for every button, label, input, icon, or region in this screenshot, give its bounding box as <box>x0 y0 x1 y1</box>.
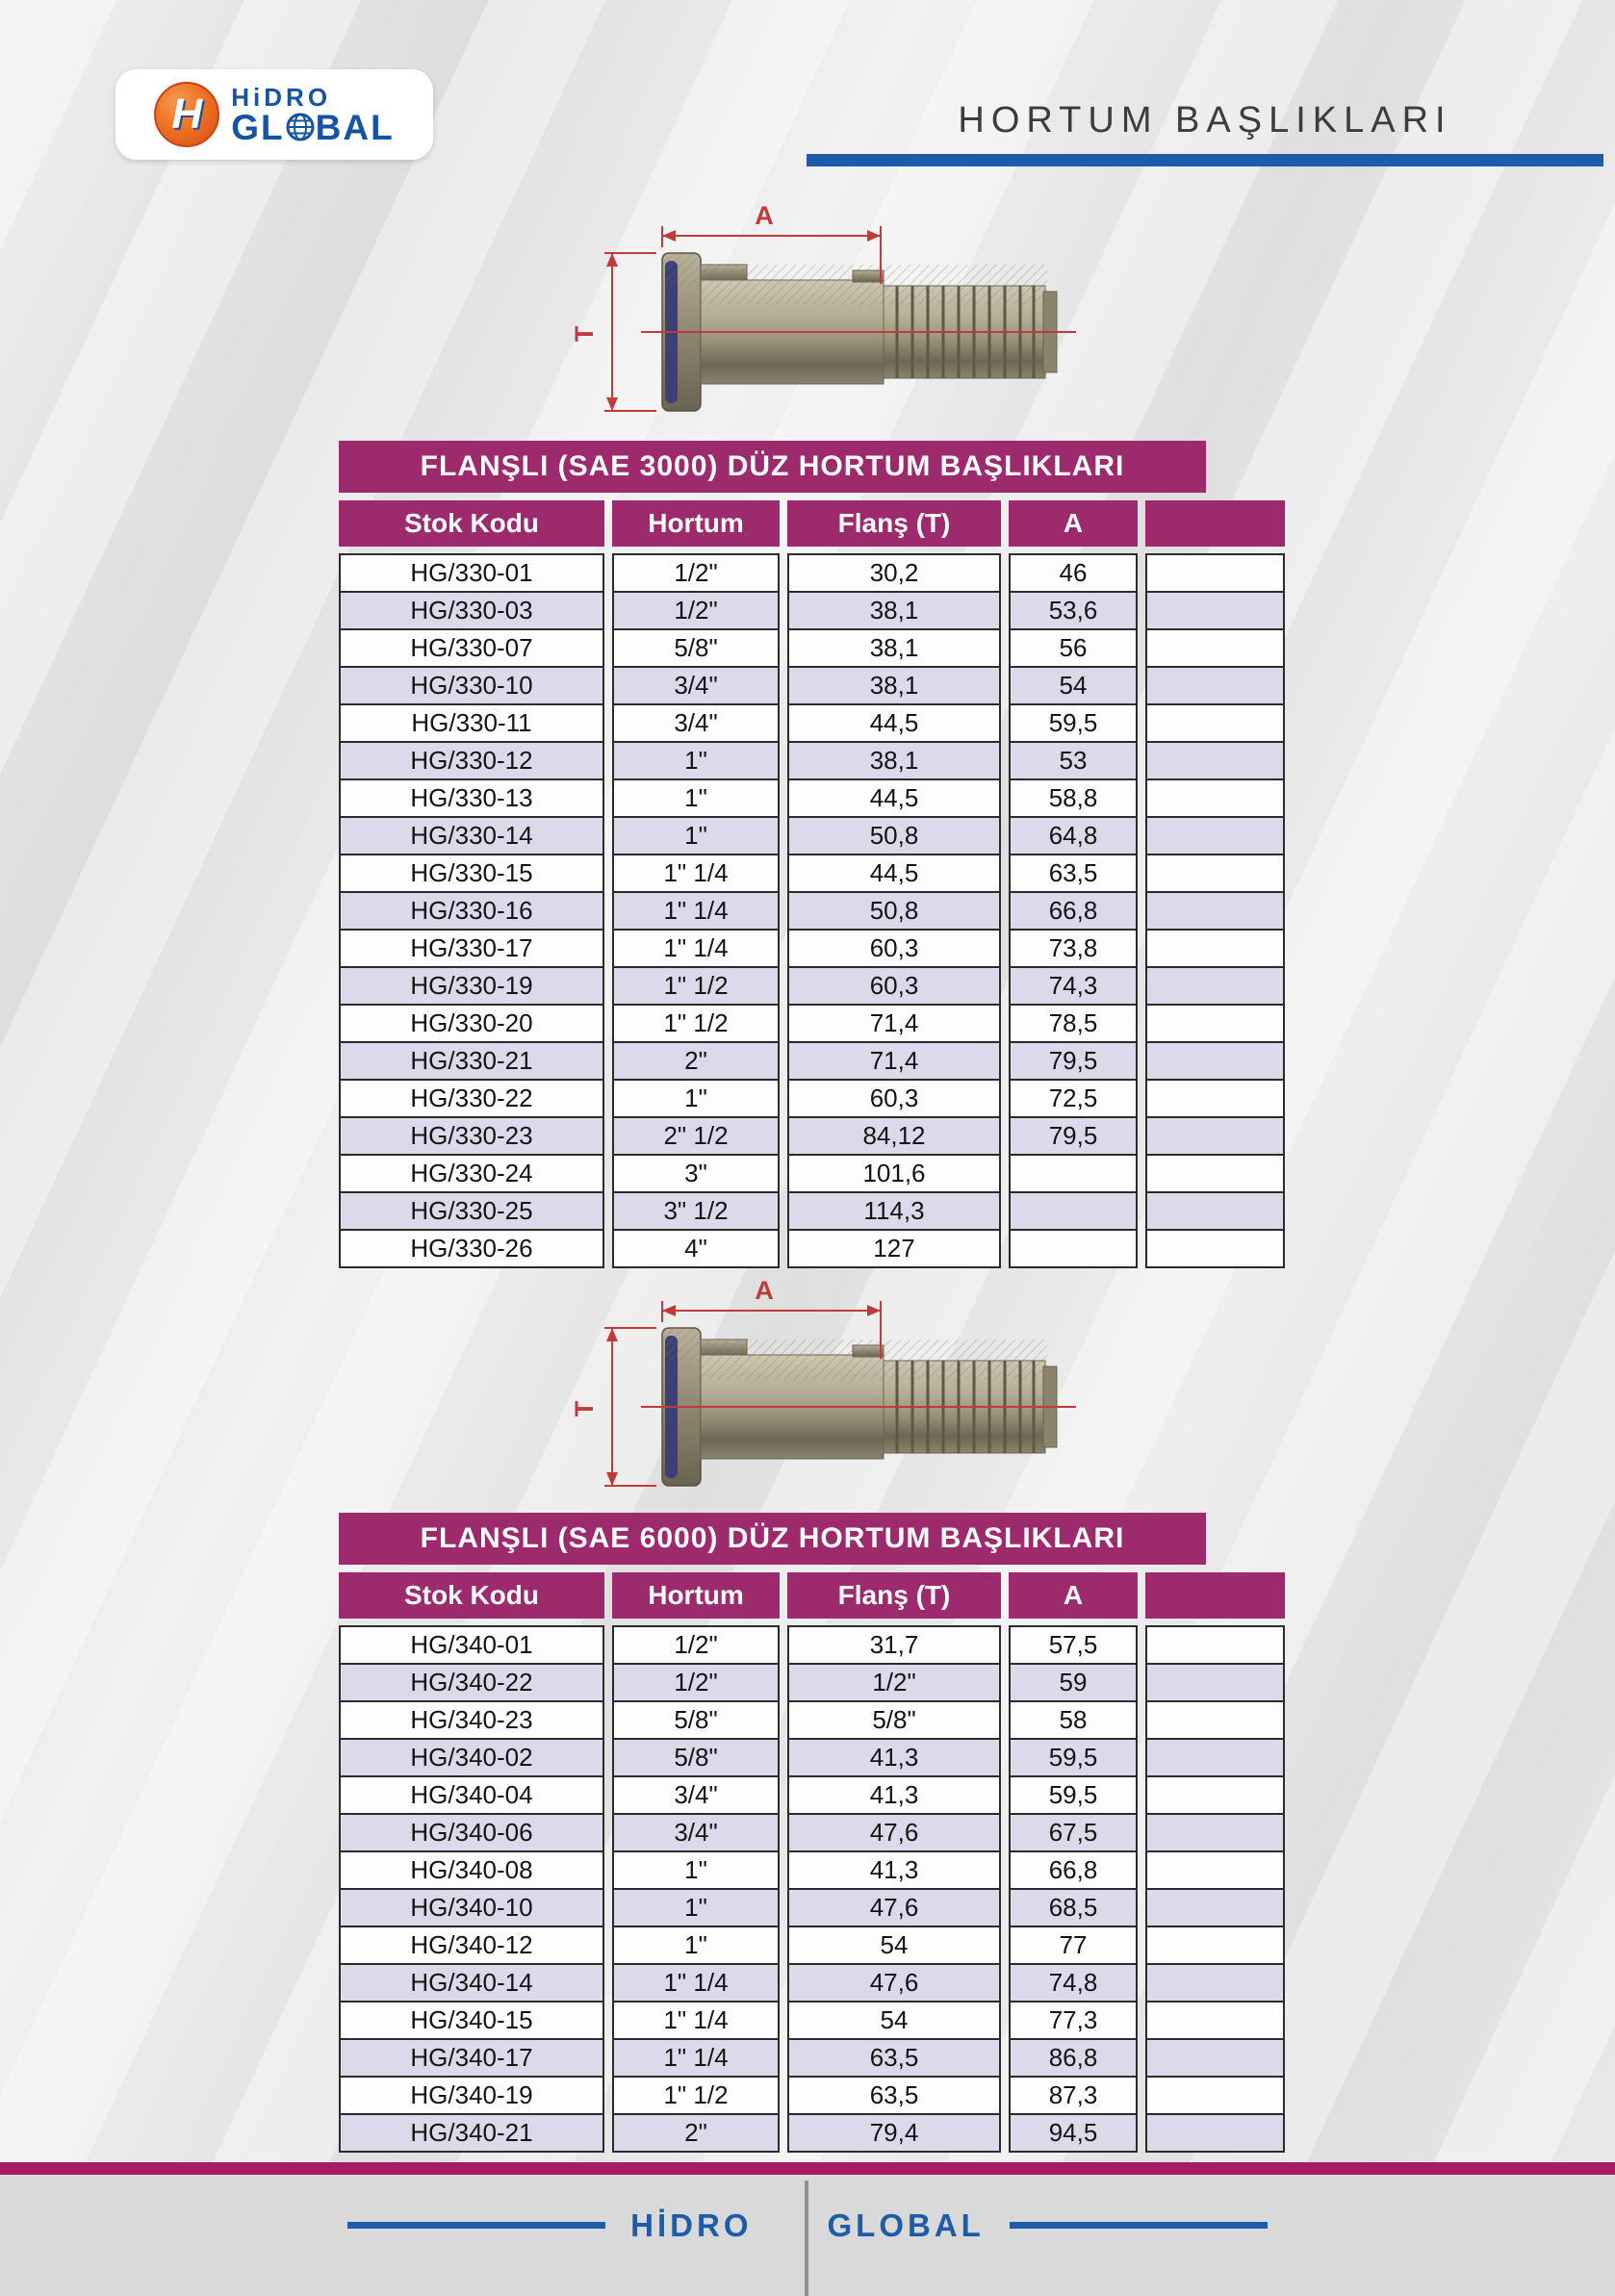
table-cell: 1" 1/4 <box>612 891 780 931</box>
table-cell <box>1145 741 1285 780</box>
table-cell <box>1145 1775 1285 1815</box>
table-cell <box>1145 2001 1285 2040</box>
table-cell: 84,12 <box>787 1116 1001 1156</box>
table-row <box>339 591 1285 630</box>
table-cell: 1" 1/4 <box>612 2001 780 2040</box>
table-cell: HG/330-25 <box>339 1191 604 1231</box>
table-cell: 79,5 <box>1009 1041 1138 1081</box>
table-row <box>339 1963 1285 2003</box>
table-cell: 60,3 <box>787 1079 1001 1118</box>
table-sae3000 <box>339 441 1285 1268</box>
table-cell: HG/330-24 <box>339 1154 604 1193</box>
table-row <box>339 1738 1285 1777</box>
table-cell <box>1145 1963 1285 2003</box>
table-cell: 41,3 <box>787 1775 1001 1815</box>
table-cell: HG/340-06 <box>339 1813 604 1852</box>
fitting-diagram-sae6000 <box>549 1272 1092 1508</box>
table-cell: 1" <box>612 778 780 818</box>
table-body <box>339 553 1285 1268</box>
table-cell: HG/340-01 <box>339 1625 604 1665</box>
table-title: FLANŞLI (SAE 6000) DÜZ HORTUM BAŞLIKLARI <box>339 1513 1206 1565</box>
table-cell: 5/8" <box>612 628 780 668</box>
table-row <box>339 741 1285 780</box>
table-cell <box>1145 553 1285 593</box>
table-cell <box>1145 1191 1285 1231</box>
table-row <box>339 553 1285 593</box>
table-cell: 1" <box>612 816 780 855</box>
table-cell <box>1145 1041 1285 1081</box>
table-cell <box>1145 1116 1285 1156</box>
table-row <box>339 816 1285 855</box>
column-header: A <box>1009 500 1138 547</box>
table-cell: 1/2" <box>612 591 780 630</box>
logo-monogram-letter: H <box>171 90 203 138</box>
logo-word-global-right: BAL <box>315 107 395 147</box>
table-cell: 3/4" <box>612 666 780 705</box>
table-cell <box>1145 929 1285 968</box>
table-row <box>339 1813 1285 1852</box>
table-cell: 1" 1/2 <box>612 2076 780 2115</box>
table-cell: 73,8 <box>1009 929 1138 968</box>
table-row <box>339 1700 1285 1740</box>
table-cell: HG/340-19 <box>339 2076 604 2115</box>
table-row <box>339 1191 1285 1231</box>
table-row <box>339 2113 1285 2153</box>
column-header <box>1145 500 1285 547</box>
table-header-row <box>339 1572 1285 1619</box>
table-cell: 71,4 <box>787 1004 1001 1043</box>
table-cell: HG/330-15 <box>339 854 604 893</box>
table-cell <box>1145 854 1285 893</box>
company-logo <box>115 69 433 160</box>
table-cell <box>1145 1738 1285 1777</box>
table-row <box>339 1116 1285 1156</box>
table-cell <box>1145 2038 1285 2078</box>
table-cell <box>1145 628 1285 668</box>
table-cell: 59 <box>1009 1663 1138 1702</box>
table-cell: 57,5 <box>1009 1625 1138 1665</box>
table-row <box>339 929 1285 968</box>
table-cell: 79,4 <box>787 2113 1001 2153</box>
table-cell: HG/330-01 <box>339 553 604 593</box>
table-body <box>339 1625 1285 2153</box>
table-cell: 50,8 <box>787 816 1001 855</box>
table-row <box>339 891 1285 931</box>
table-row <box>339 666 1285 705</box>
table-cell: HG/330-19 <box>339 966 604 1006</box>
table-row <box>339 1775 1285 1815</box>
table-cell: 94,5 <box>1009 2113 1138 2153</box>
table-cell: 50,8 <box>787 891 1001 931</box>
column-header: Flanş (T) <box>787 500 1001 547</box>
table-cell: 3" <box>612 1154 780 1193</box>
table-cell: HG/330-10 <box>339 666 604 705</box>
footer-left-dash <box>347 2222 605 2229</box>
table-cell <box>1009 1229 1138 1268</box>
table-cell: 5/8" <box>787 1700 1001 1740</box>
footer-brand-global: GLOBAL <box>827 2207 985 2243</box>
table-cell: HG/330-21 <box>339 1041 604 1081</box>
table-cell <box>1145 1079 1285 1118</box>
table-row <box>339 1625 1285 1665</box>
table-title: FLANŞLI (SAE 3000) DÜZ HORTUM BAŞLIKLARI <box>339 441 1206 493</box>
table-row <box>339 2038 1285 2078</box>
table-row <box>339 1041 1285 1081</box>
table-cell: HG/330-03 <box>339 591 604 630</box>
column-header: Flanş (T) <box>787 1572 1001 1619</box>
table-cell: 3" 1/2 <box>612 1191 780 1231</box>
column-header: A <box>1009 1572 1138 1619</box>
table-cell <box>1009 1154 1138 1193</box>
table-cell: 60,3 <box>787 966 1001 1006</box>
table-cell: 38,1 <box>787 591 1001 630</box>
table-cell: HG/340-08 <box>339 1850 604 1890</box>
table-cell: 2" 1/2 <box>612 1116 780 1156</box>
table-cell: 56 <box>1009 628 1138 668</box>
table-row <box>339 778 1285 818</box>
table-cell: HG/340-17 <box>339 2038 604 2078</box>
table-cell: 68,5 <box>1009 1888 1138 1927</box>
table-cell: 38,1 <box>787 666 1001 705</box>
table-cell: 63,5 <box>1009 854 1138 893</box>
table-cell: HG/330-12 <box>339 741 604 780</box>
table-cell: HG/330-14 <box>339 816 604 855</box>
table-cell: 67,5 <box>1009 1813 1138 1852</box>
table-cell: 59,5 <box>1009 1738 1138 1777</box>
logo-word-global-left: GL <box>231 107 285 147</box>
table-cell: 59,5 <box>1009 703 1138 743</box>
table-cell: 58,8 <box>1009 778 1138 818</box>
column-header: Stok Kodu <box>339 1572 604 1619</box>
table-row <box>339 1850 1285 1890</box>
table-cell <box>1145 1625 1285 1665</box>
logo-wordmark <box>231 82 395 147</box>
table-cell <box>1145 1663 1285 1702</box>
table-cell <box>1009 1191 1138 1231</box>
table-row <box>339 1154 1285 1193</box>
table-cell: 47,6 <box>787 1963 1001 2003</box>
table-cell: 1" <box>612 1079 780 1118</box>
table-cell: 64,8 <box>1009 816 1138 855</box>
table-cell: 1" 1/4 <box>612 2038 780 2078</box>
table-row <box>339 1888 1285 1927</box>
table-cell: HG/330-26 <box>339 1229 604 1268</box>
table-cell: 78,5 <box>1009 1004 1138 1043</box>
table-cell: 1" <box>612 1888 780 1927</box>
table-cell: 74,3 <box>1009 966 1138 1006</box>
table-cell: 1" <box>612 741 780 780</box>
table-cell: 53,6 <box>1009 591 1138 630</box>
dim-a-label: A <box>755 1276 774 1305</box>
table-cell: 4" <box>612 1229 780 1268</box>
table-cell: 114,3 <box>787 1191 1001 1231</box>
table-cell: HG/340-12 <box>339 1926 604 1965</box>
table-cell <box>1145 891 1285 931</box>
table-cell <box>1145 1813 1285 1852</box>
column-header: Hortum <box>612 500 780 547</box>
table-cell: HG/330-13 <box>339 778 604 818</box>
table-cell: 3/4" <box>612 1775 780 1815</box>
table-cell: 1/2" <box>787 1663 1001 1702</box>
table-cell: 2" <box>612 2113 780 2153</box>
table-cell: 1/2" <box>612 1625 780 1665</box>
table-cell: 1" <box>612 1926 780 1965</box>
footer-right-dash <box>1010 2222 1268 2229</box>
table-cell: HG/330-22 <box>339 1079 604 1118</box>
table-cell: 47,6 <box>787 1888 1001 1927</box>
fitting-diagram-sae3000 <box>549 197 1092 433</box>
table-cell: 1" 1/4 <box>612 929 780 968</box>
footer-brand <box>0 2209 1615 2241</box>
table-row <box>339 1663 1285 1702</box>
table-cell <box>1145 778 1285 818</box>
table-row <box>339 1079 1285 1118</box>
table-cell: 38,1 <box>787 628 1001 668</box>
table-cell: HG/340-14 <box>339 1963 604 2003</box>
globe-icon <box>286 113 315 141</box>
table-cell: 1" 1/4 <box>612 854 780 893</box>
table-cell: HG/340-23 <box>339 1700 604 1740</box>
table-cell: 31,7 <box>787 1625 1001 1665</box>
table-cell: 101,6 <box>787 1154 1001 1193</box>
table-cell: 5/8" <box>612 1700 780 1740</box>
title-underline-bar <box>807 154 1603 166</box>
table-cell: 44,5 <box>787 703 1001 743</box>
table-cell: 54 <box>1009 666 1138 705</box>
table-cell: 72,5 <box>1009 1079 1138 1118</box>
table-cell <box>1145 591 1285 630</box>
column-header <box>1145 1572 1285 1619</box>
footer-brand-hidro: HİDRO <box>630 2207 753 2243</box>
table-cell: 63,5 <box>787 2076 1001 2115</box>
table-cell: 58 <box>1009 1700 1138 1740</box>
table-cell: 87,3 <box>1009 2076 1138 2115</box>
table-row <box>339 854 1285 893</box>
page-title: HORTUM BAŞLIKLARI <box>958 100 1452 140</box>
footer-accent-bar <box>0 2162 1615 2175</box>
table-cell: 1/2" <box>612 553 780 593</box>
table-cell: 127 <box>787 1229 1001 1268</box>
table-cell: 1" 1/2 <box>612 966 780 1006</box>
table-cell: 79,5 <box>1009 1116 1138 1156</box>
column-header: Stok Kodu <box>339 500 604 547</box>
table-cell <box>1145 1926 1285 1965</box>
table-row <box>339 1926 1285 1965</box>
table-cell: HG/330-07 <box>339 628 604 668</box>
table-cell <box>1145 1850 1285 1890</box>
table-cell <box>1145 666 1285 705</box>
table-cell: 59,5 <box>1009 1775 1138 1815</box>
table-cell: 41,3 <box>787 1738 1001 1777</box>
table-cell: 66,8 <box>1009 891 1138 931</box>
table-cell: 63,5 <box>787 2038 1001 2078</box>
table-cell: HG/330-20 <box>339 1004 604 1043</box>
table-cell <box>1145 1004 1285 1043</box>
table-cell: HG/330-23 <box>339 1116 604 1156</box>
table-header-row <box>339 500 1285 547</box>
table-row <box>339 1004 1285 1043</box>
table-cell <box>1145 966 1285 1006</box>
table-cell: 1/2" <box>612 1663 780 1702</box>
table-cell: 30,2 <box>787 553 1001 593</box>
table-cell: HG/340-02 <box>339 1738 604 1777</box>
table-cell: 3/4" <box>612 703 780 743</box>
table-cell: 1" 1/2 <box>612 1004 780 1043</box>
table-cell <box>1145 1888 1285 1927</box>
table-cell: 86,8 <box>1009 2038 1138 2078</box>
table-cell: 71,4 <box>787 1041 1001 1081</box>
table-cell: HG/340-10 <box>339 1888 604 1927</box>
table-cell: HG/340-04 <box>339 1775 604 1815</box>
dim-a-label: A <box>755 201 774 230</box>
table-cell: 41,3 <box>787 1850 1001 1890</box>
table-cell: 5/8" <box>612 1738 780 1777</box>
table-cell: HG/340-15 <box>339 2001 604 2040</box>
dim-t-label: T <box>570 325 599 343</box>
table-row <box>339 2076 1285 2115</box>
table-row <box>339 703 1285 743</box>
table-cell: 44,5 <box>787 778 1001 818</box>
logo-monogram-icon <box>154 82 219 147</box>
table-cell <box>1145 2113 1285 2153</box>
table-cell <box>1145 1154 1285 1193</box>
table-cell <box>1145 1700 1285 1740</box>
table-cell: 60,3 <box>787 929 1001 968</box>
table-cell: 77,3 <box>1009 2001 1138 2040</box>
table-cell <box>1145 1229 1285 1268</box>
table-cell: 66,8 <box>1009 1850 1138 1890</box>
table-cell <box>1145 2076 1285 2115</box>
table-cell: 54 <box>787 1926 1001 1965</box>
table-cell: 2" <box>612 1041 780 1081</box>
table-sae6000 <box>339 1513 1285 2153</box>
table-cell: 53 <box>1009 741 1138 780</box>
table-cell: HG/330-11 <box>339 703 604 743</box>
table-cell: 46 <box>1009 553 1138 593</box>
table-cell: 77 <box>1009 1926 1138 1965</box>
logo-word-global <box>231 107 395 147</box>
table-cell <box>1145 703 1285 743</box>
table-cell: 74,8 <box>1009 1963 1138 2003</box>
table-cell: HG/340-22 <box>339 1663 604 1702</box>
table-cell <box>1145 816 1285 855</box>
table-row <box>339 2001 1285 2040</box>
table-cell: 1" 1/4 <box>612 1963 780 2003</box>
table-cell: HG/330-17 <box>339 929 604 968</box>
table-cell: 3/4" <box>612 1813 780 1852</box>
table-cell: 54 <box>787 2001 1001 2040</box>
table-cell: 44,5 <box>787 854 1001 893</box>
table-cell: 47,6 <box>787 1813 1001 1852</box>
logo-word-hidro: HiDRO <box>231 82 332 112</box>
table-row <box>339 1229 1285 1268</box>
table-cell: 1" <box>612 1850 780 1890</box>
table-row <box>339 966 1285 1006</box>
column-header: Hortum <box>612 1572 780 1619</box>
table-row <box>339 628 1285 668</box>
table-cell: 38,1 <box>787 741 1001 780</box>
dim-t-label: T <box>570 1400 599 1417</box>
table-cell: HG/330-16 <box>339 891 604 931</box>
table-cell: HG/340-21 <box>339 2113 604 2153</box>
